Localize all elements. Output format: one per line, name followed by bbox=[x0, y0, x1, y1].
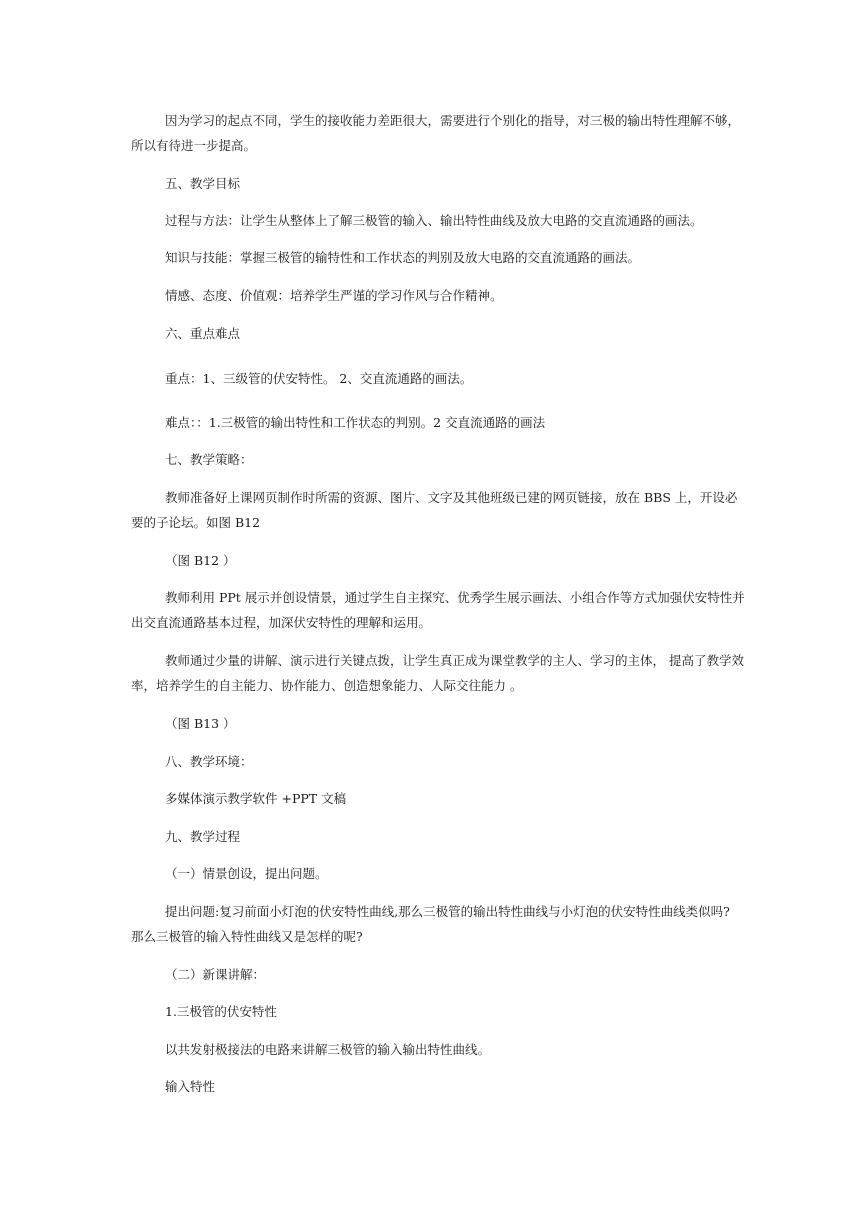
paragraph-difficulties: 难点：：1.三极管的输出特性和工作状态的判别。2 交直流通路的画法 bbox=[165, 415, 546, 430]
section-heading-teaching-environment: 八、教学环境： bbox=[165, 754, 253, 769]
section-heading-teaching-strategy: 七、教学策略： bbox=[165, 452, 253, 467]
figure-caption-b13: （图 B13 ） bbox=[165, 716, 236, 731]
paragraph-attitude-values: 情感、态度、价值观：培养学生严谨的学习作风与合作精神。 bbox=[165, 288, 503, 303]
paragraph-multimedia: 多媒体演示教学软件 +PPT 文稿 bbox=[165, 791, 347, 806]
subheading-new-lesson: （二）新课讲解： bbox=[165, 967, 266, 982]
text-line: 要的子论坛。如图 B12 bbox=[131, 515, 261, 530]
text-line: 因为学习的起点不同，学生的接收能力差距很大，需要进行个别化的指导，对三极的输出特性理解不够， bbox=[165, 113, 741, 128]
paragraph-process-method: 过程与方法：让学生从整体上了解三极管的输入、输出特性曲线及放大电路的交直流通路的画法。 bbox=[165, 213, 703, 228]
section-heading-key-points: 六、重点难点 bbox=[165, 326, 241, 341]
text-line: 教师利用 PPt 展示并创设情景，通过学生自主探究、优秀学生展示画法、小组合作等方式加强伏安特性并 bbox=[165, 590, 745, 605]
subheading-volt-ampere: 1.三极管的伏安特性 bbox=[165, 1004, 277, 1019]
text-line: 所以有待进一步提高。 bbox=[131, 138, 257, 153]
section-heading-teaching-goals: 五、教学目标 bbox=[165, 176, 241, 191]
paragraph-key-points: 重点：1、三级管的伏安特性。 2、交直流通路的画法。 bbox=[165, 371, 473, 386]
text-line: 提出问题:复习前面小灯泡的伏安特性曲线,那么三极管的输出特性曲线与小灯泡的伏安特性曲线类似吗? bbox=[165, 904, 730, 919]
section-heading-teaching-process: 九、教学过程 bbox=[165, 829, 241, 844]
text-line: 率，培养学生的自主能力、协作能力、创造想象能力、人际交往能力 。 bbox=[131, 678, 523, 693]
figure-caption-b12: （图 B12 ） bbox=[165, 553, 236, 568]
text-line: 教师通过少量的讲解、演示进行关键点拨，让学生真正成为课堂教学的主人、学习的主体， 提高了教学效 bbox=[165, 653, 744, 668]
text-line: 教师准备好上课网页制作时所需的资源、图片、文字及其他班级已建的网页链接，放在 BBS 上，开设必 bbox=[165, 490, 738, 505]
text-line: 那么三极管的输入特性曲线又是怎样的呢? bbox=[131, 929, 363, 944]
text-line: 出交直流通路基本过程，加深伏安特性的理解和运用。 bbox=[131, 615, 432, 630]
paragraph-common-emitter: 以共发射极接法的电路来讲解三极管的输入输出特性曲线。 bbox=[165, 1042, 491, 1057]
subheading-input-characteristic: 输入特性 bbox=[165, 1079, 216, 1094]
paragraph-knowledge-skills: 知识与技能：掌握三极管的输特性和工作状态的判别及放大电路的交直流通路的画法。 bbox=[165, 250, 641, 265]
subheading-scenario: （一）情景创设，提出问题。 bbox=[165, 866, 328, 881]
